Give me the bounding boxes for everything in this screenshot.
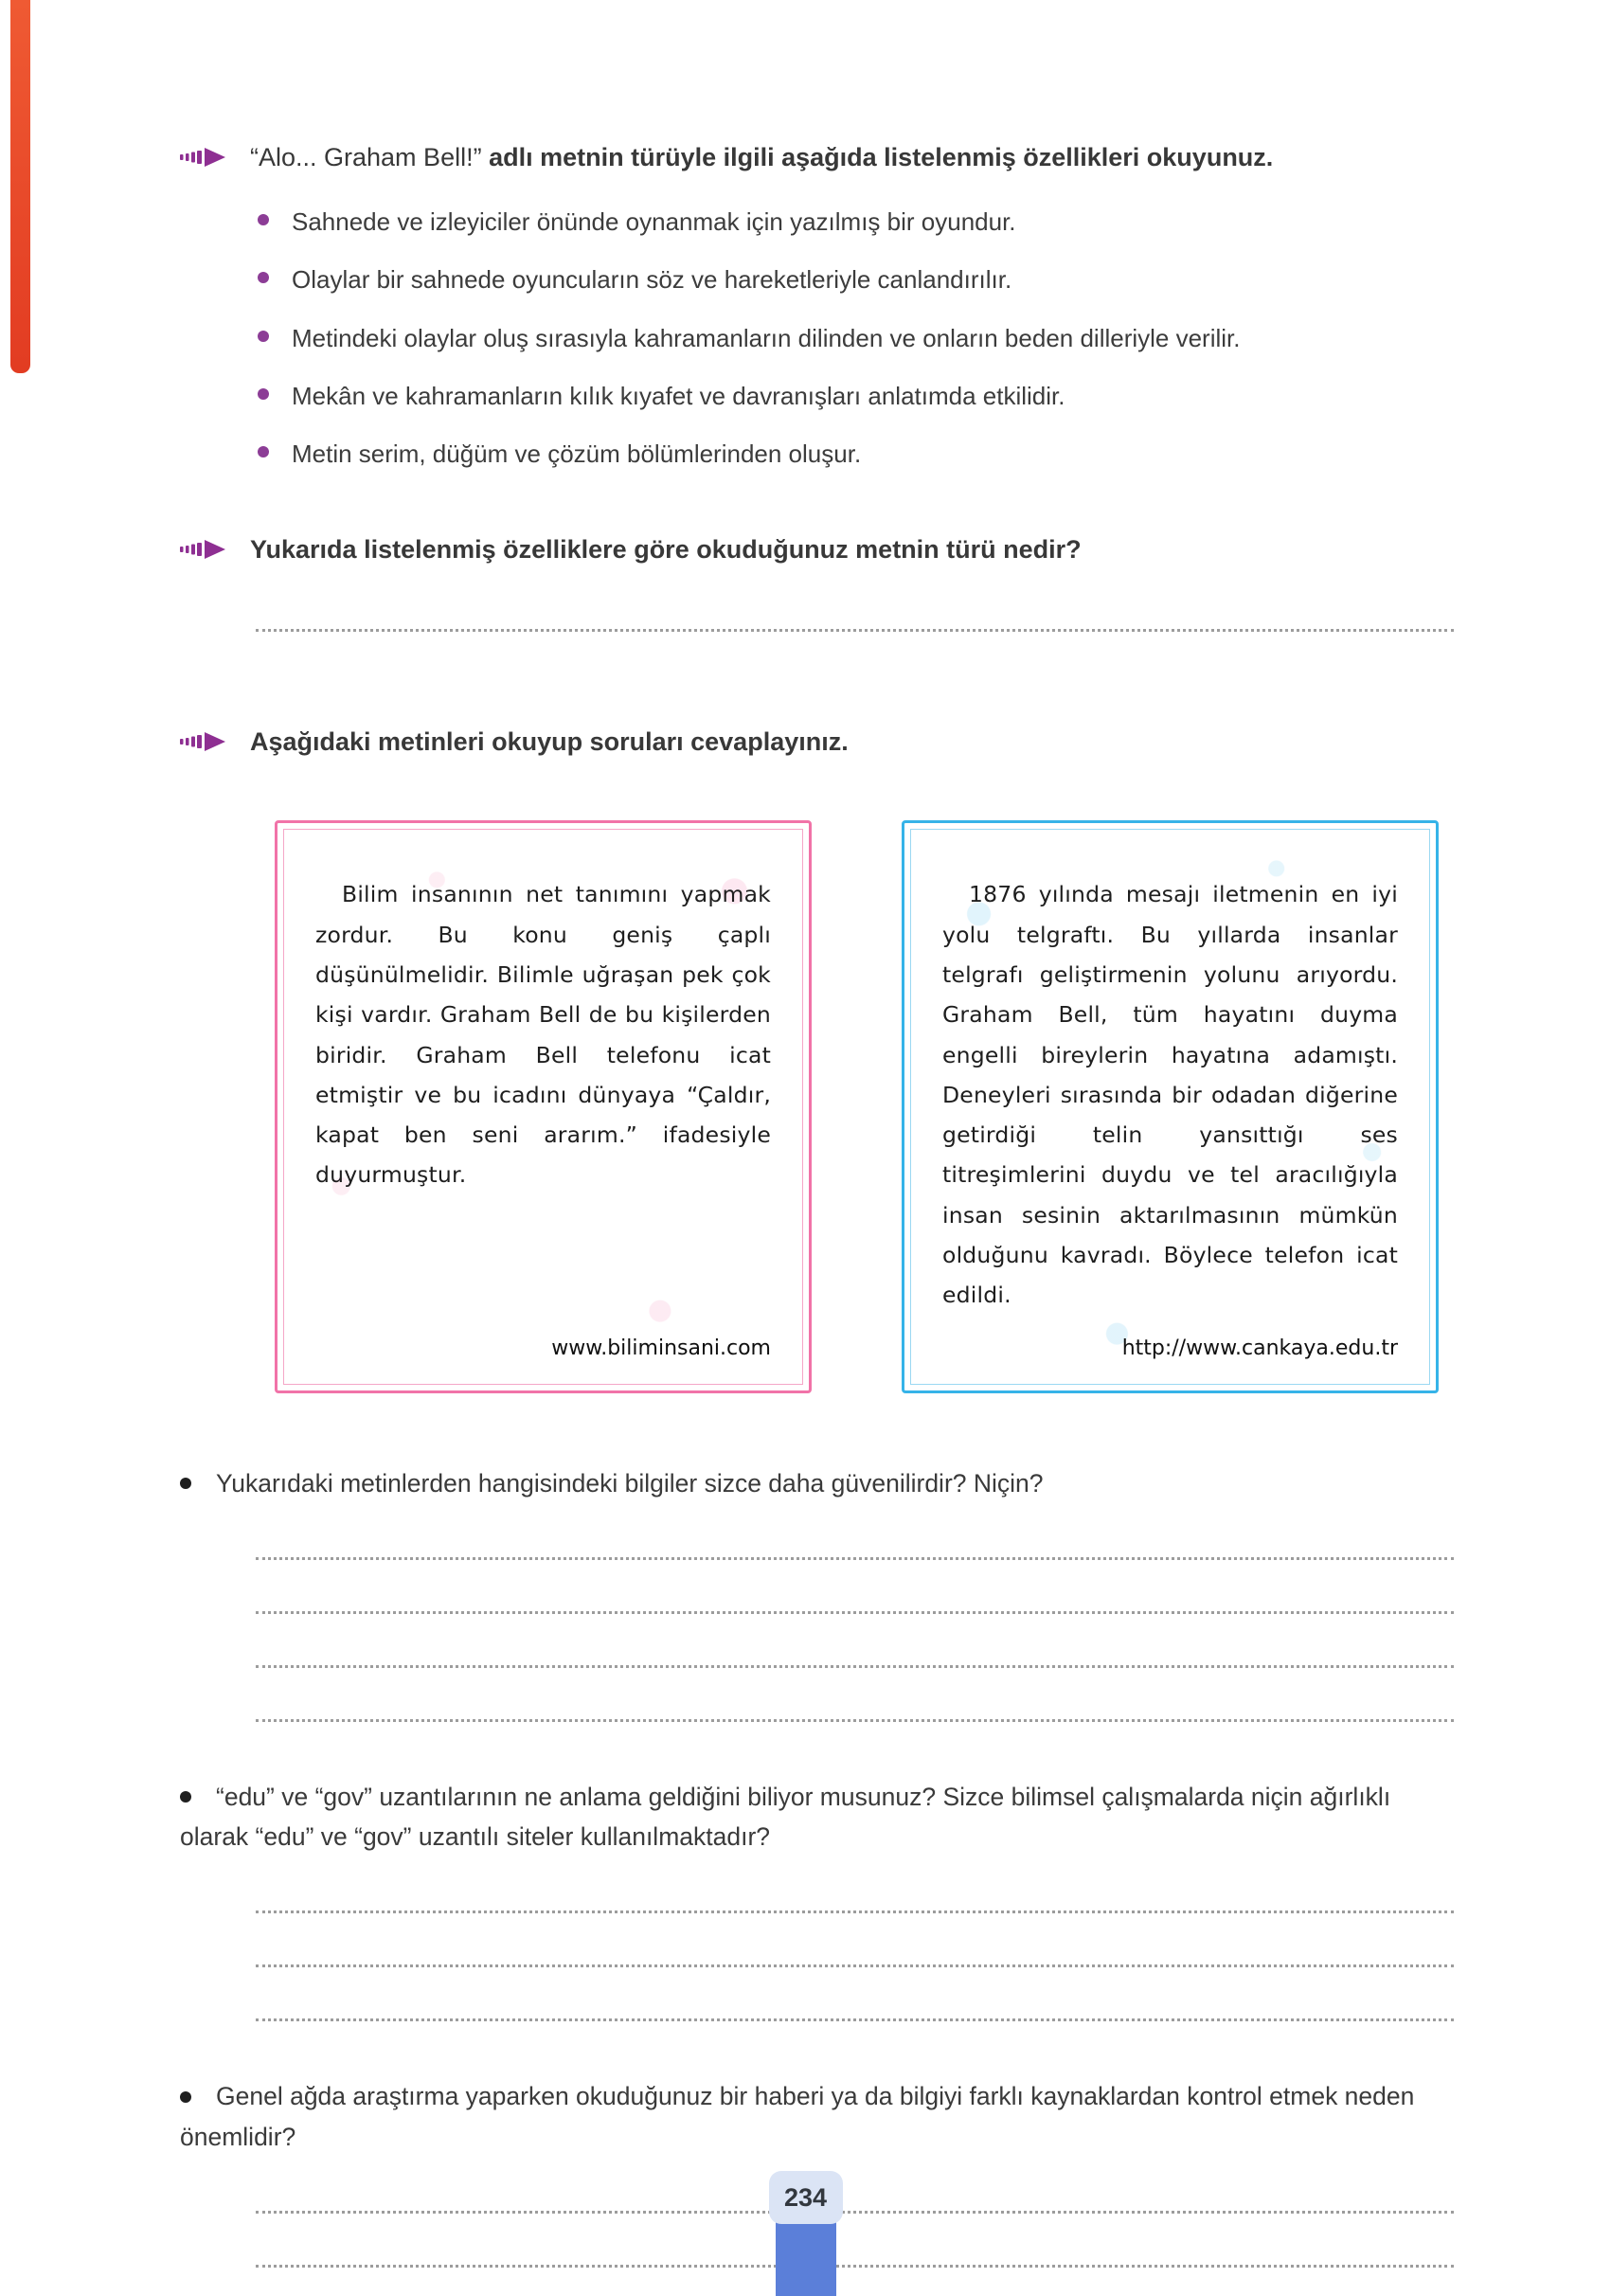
question-1-text: Yukarıdaki metinlerden hangisindeki bilgiler sizce daha güvenilirdir? Niçin? <box>216 1468 1044 1498</box>
question-3 <box>180 2076 1454 2158</box>
reading-box-left <box>275 820 812 1392</box>
answer-line <box>256 1668 1454 1722</box>
reading-box-right <box>902 820 1439 1392</box>
feature-item <box>258 205 1454 239</box>
prompt-read-features <box>180 140 1454 176</box>
feature-item <box>258 321 1454 355</box>
page-footer <box>0 2171 1611 2296</box>
bullet-icon <box>180 1791 191 1803</box>
genre-answer-area <box>256 578 1454 632</box>
fast-forward-arrow-icon <box>180 147 225 168</box>
prompt-lead-quote: “Alo... Graham Bell!” <box>250 143 482 171</box>
prompt-read-texts-text: Aşağıdaki metinleri okuyup soruları cevaplayınız. <box>250 726 849 756</box>
question-1 <box>180 1463 1454 1504</box>
answer-line <box>256 1614 1454 1668</box>
bullet-icon <box>258 214 269 225</box>
prompt-genre-question-text: Yukarıda listelenmiş özelliklere göre okuduğunuz metnin türü nedir? <box>250 534 1082 564</box>
question-block <box>180 1463 1454 1722</box>
answer-line <box>256 1967 1454 2021</box>
feature-list <box>180 205 1454 472</box>
prompt-read-texts <box>180 725 1454 761</box>
feature-item <box>258 379 1454 413</box>
feature-item <box>258 437 1454 471</box>
reading-box-right-text: 1876 yılında mesajı iletmenin en iyi yolu telgraftı. Bu yıllarda insanlar telgrafı geliştirmenin yolunu arıyordu. Graham Bell, tüm hayatını duyma engelli bireylerin hayatına adamıştı. Deneyleri sırasında bir odadan diğerine getirdiği telin yansıttığı ses titreşimlerini duydu ve tel aracılığıyla insan sesinin aktarılmasının mümkün olduğunu kavradı. Böylece telefon icat edildi. <box>942 881 1398 1309</box>
prompt-bold-text: adlı metnin türüyle ilgili aşağıda listelenmiş özellikleri okuyunuz. <box>489 143 1274 171</box>
answer-line <box>256 1560 1454 1614</box>
fast-forward-arrow-icon <box>180 731 225 752</box>
prompt-read-features-text <box>250 140 1273 176</box>
footer-accent-bar <box>776 2213 836 2296</box>
bullet-icon <box>258 331 269 342</box>
answer-line <box>256 1859 1454 1913</box>
feature-text: Olaylar bir sahnede oyuncuların söz ve hareketleriyle canlandırılır. <box>292 265 1012 295</box>
reading-box-right-source: http://www.cankaya.edu.tr <box>1121 1336 1398 1360</box>
question-2-text: “edu” ve “gov” uzantılarının ne anlama geldiğini biliyor musunuz? Sizce bilimsel çalışmalarda niçin ağırlıklı olarak “edu” ve “gov” uzantılı siteler kullanılmaktadır? <box>180 1782 1391 1852</box>
feature-item <box>258 262 1454 296</box>
bullet-icon <box>258 272 269 283</box>
bullet-icon <box>258 388 269 400</box>
feature-text: Metindeki olaylar oluş sırasıyla kahramanların dilinden ve onların beden dilleriyle verilir. <box>292 323 1241 352</box>
fast-forward-arrow-icon <box>180 539 225 560</box>
reading-box-left-text: Bilim insanının net tanımını yapmak zordur. Bu konu geniş çaplı düşünülmelidir. Bilimle uğraşan pek çok kişi vardır. Graham Bell de bu kişilerden biridir. Graham Bell telefonu icat etmiştir ve bu icadını dünyaya “Çaldır, kapat ben seni ararım.” ifadesiyle duyurmuştur. <box>315 881 771 1189</box>
bullet-icon <box>180 2091 191 2103</box>
prompt-genre-question <box>180 532 1454 568</box>
bullet-icon <box>180 1478 191 1489</box>
page-content <box>180 140 1454 2296</box>
answer-line <box>256 1913 1454 1967</box>
answer-area-1 <box>256 1506 1454 1722</box>
question-block <box>180 1777 1454 2022</box>
reading-boxes <box>275 820 1454 1392</box>
answer-line <box>256 578 1454 632</box>
question-3-text: Genel ağda araştırma yaparken okuduğunuz bir haberi ya da bilgiyi farklı kaynaklardan kontrol etmek neden önemlidir? <box>180 2082 1415 2152</box>
answer-line <box>256 1506 1454 1560</box>
left-accent-bar <box>10 0 30 373</box>
page-number-badge: 234 <box>769 2171 843 2224</box>
question-2 <box>180 1777 1454 1858</box>
bullet-icon <box>258 446 269 457</box>
reading-box-left-source: www.biliminsani.com <box>551 1336 771 1360</box>
feature-text: Mekân ve kahramanların kılık kıyafet ve davranışları anlatımda etkilidir. <box>292 381 1065 410</box>
feature-text: Sahnede ve izleyiciler önünde oynanmak için yazılmış bir oyundur. <box>292 206 1016 236</box>
answer-area-2 <box>256 1859 1454 2021</box>
feature-text: Metin serim, düğüm ve çözüm bölümlerinden oluşur. <box>292 439 862 469</box>
